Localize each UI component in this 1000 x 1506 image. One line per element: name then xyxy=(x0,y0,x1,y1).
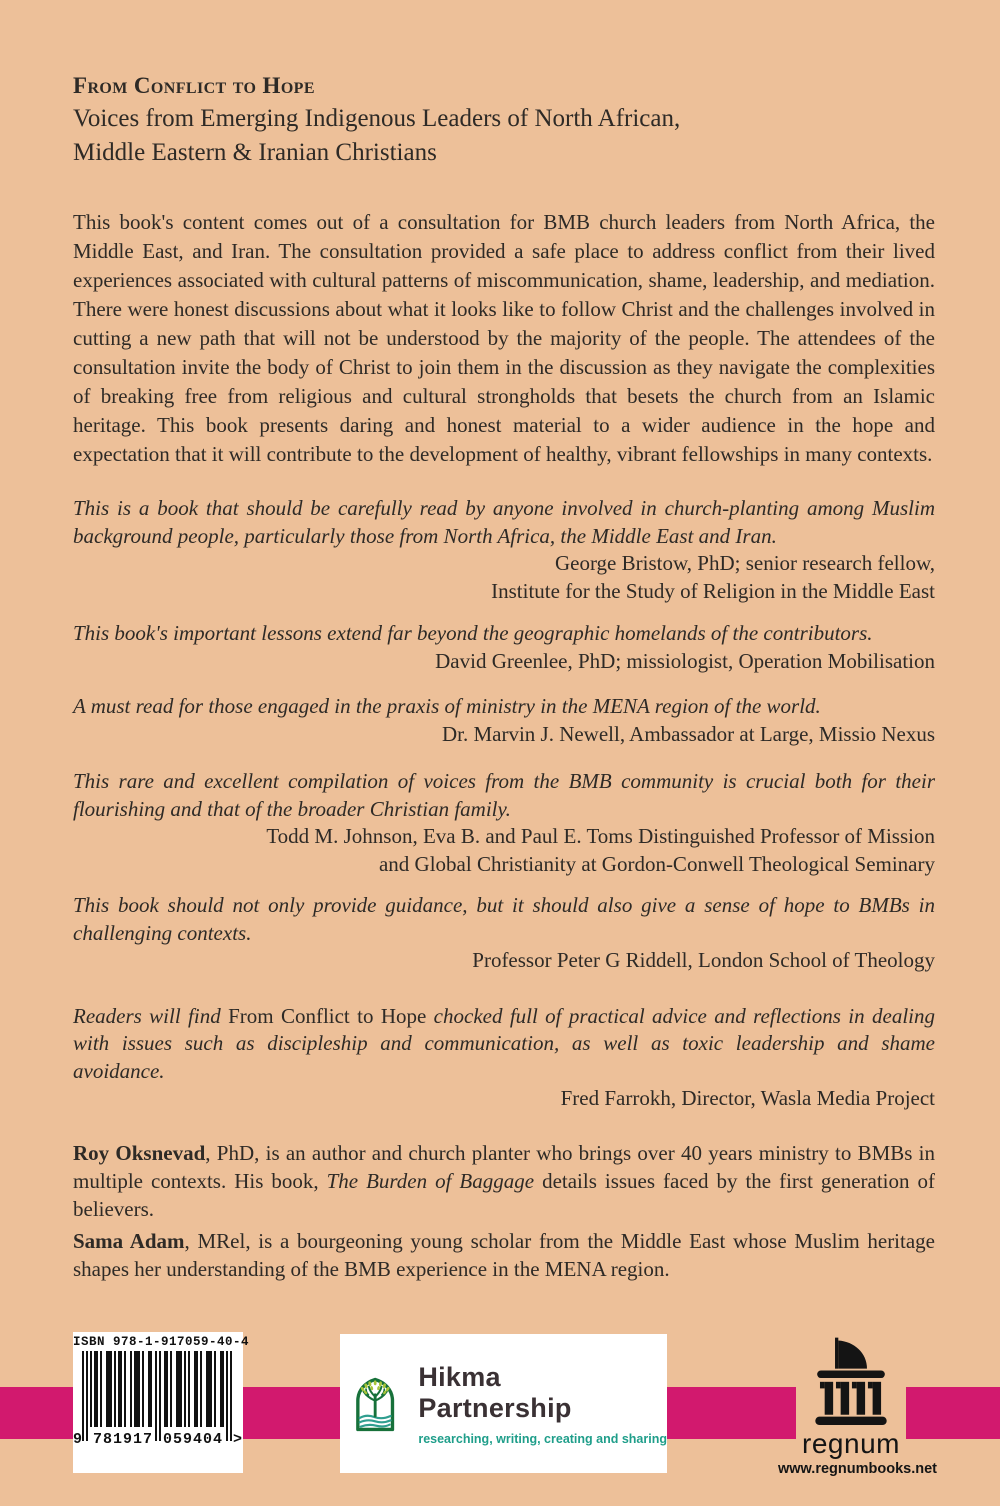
regnum-wordmark: regnum xyxy=(802,1428,900,1459)
endorsement-quote: This book should not only provide guidance, but it should also give a sense of hope to BMBs in challenging contexts. xyxy=(73,893,935,945)
back-cover-blurb: This book's content comes out of a consultation for BMB church leaders from North Africa, the Middle East, and Iran. The consultation provided a safe place to address conflict from their lived experiences associated with cultural patterns of miscommunication, shame, leadership, and mediation. There were honest discussions about what it looks like to follow Christ and the challenges involved in cutting a new path that will not be understood by the majority of the people. The attendees of the consultation invite the body of Christ to join them in the discussion as they navigate the complexities of breaking free from religious and cultural strongholds that besets the church from an Islamic heritage. This book presents daring and honest material to a wider audience in the hope and expectation that it will contribute to the development of healthy, vibrant fellowships in many contexts. xyxy=(73,210,935,466)
endorsement-quote: This rare and excellent compilation of voices from the BMB community is crucial both for their flourishing and that of the broader Christian family. xyxy=(73,769,935,821)
isbn-number: ISBN 978-1-917059-40-4 xyxy=(73,1335,250,1349)
author-bio-text: , PhD, is an author and church planter who brings over 40 years ministry to BMBs in multiple contexts. His book, xyxy=(73,1140,936,1193)
author-bio-roy-oksnevad xyxy=(73,1139,935,1223)
isbn-barcode xyxy=(73,1332,250,1473)
author-bio-text: details issues faced by the first generation of believers. xyxy=(73,1168,935,1221)
author-name: Sama Adam xyxy=(73,1228,185,1253)
endorsement-attribution: Professor Peter G Riddell, London School of Theology xyxy=(472,948,935,972)
publisher-website: www.regnumbooks.net xyxy=(778,1461,937,1477)
endorsement-quote: A must read for those engaged in the praxis of ministry in the MENA region of the world. xyxy=(73,694,821,718)
barcode-digits: 9 781917 059404 > xyxy=(73,1431,244,1448)
endorsement-attribution: Fred Farrokh, Director, Wasla Media Project xyxy=(560,1086,935,1110)
endorsement-attribution: Todd M. Johnson, Eva B. and Paul E. Toms Distinguished Professor of Mission xyxy=(266,824,935,848)
book-subtitle-line1: Voices from Emerging Indigenous Leaders of North African, xyxy=(73,105,681,132)
author-book-title: The Burden of Baggage xyxy=(326,1168,535,1193)
book-subtitle-line2: Middle Eastern & Iranian Christians xyxy=(73,139,437,166)
quote-text-post: chocked full of practical advice and reflections in dealing with issues such as discipleship and communication, as well as toxic leadership and shame avoidance. xyxy=(73,1003,935,1083)
regnum-logo xyxy=(795,1331,907,1460)
endorsement-6 xyxy=(73,1003,935,1113)
book-title: From Conflict to Hope xyxy=(73,73,315,98)
endorsement-quote: This book's important lessons extend far beyond the geographic homelands of the contributors. xyxy=(73,621,873,645)
author-name: Roy Oksnevad xyxy=(73,1140,206,1165)
back-cover-text xyxy=(73,70,935,1283)
endorsement-2 xyxy=(73,620,935,675)
hikma-name-line1: Hikma xyxy=(418,1361,501,1392)
author-bio-sama-adam xyxy=(73,1227,935,1283)
endorsement-attribution: Institute for the Study of Religion in the Middle East xyxy=(491,578,935,603)
endorsement-quote xyxy=(73,1003,935,1086)
hikma-arch-tree-icon xyxy=(354,1347,396,1461)
endorsement-1 xyxy=(73,495,935,605)
quote-text-pre: Readers will find xyxy=(73,1003,229,1028)
regnum-building-icon xyxy=(804,1331,898,1427)
author-bio-text: , MRel, is a bourgeoning young scholar from the Middle East whose Muslim heritage shapes her understanding of the BMB experience in the MENA region. xyxy=(73,1228,935,1281)
endorsement-attribution: George Bristow, PhD; senior research fellow, xyxy=(554,551,935,575)
endorsement-quote: This is a book that should be carefully read by anyone involved in church-planting among Muslim background people, particularly those from North Africa, the Middle East and Iran. xyxy=(73,496,935,548)
hikma-tagline: researching, writing, creating and sharing xyxy=(418,1431,667,1446)
barcode-bars-icon xyxy=(82,1351,234,1443)
hikma-partnership-logo xyxy=(340,1334,667,1473)
quoted-book-title: From Conflict to Hope xyxy=(228,1003,427,1028)
endorsement-5 xyxy=(73,892,935,975)
endorsement-4 xyxy=(73,768,935,878)
hikma-wordmark xyxy=(418,1362,667,1446)
endorsement-attribution: David Greenlee, PhD; missiologist, Operation Mobilisation xyxy=(435,648,935,673)
endorsement-attribution: Dr. Marvin J. Newell, Ambassador at Large, Missio Nexus xyxy=(441,721,935,746)
endorsement-attribution: and Global Christianity at Gordon-Conwell Theological Seminary xyxy=(378,851,935,876)
hikma-name-line2: Partnership xyxy=(418,1392,572,1423)
endorsement-3 xyxy=(73,693,935,748)
